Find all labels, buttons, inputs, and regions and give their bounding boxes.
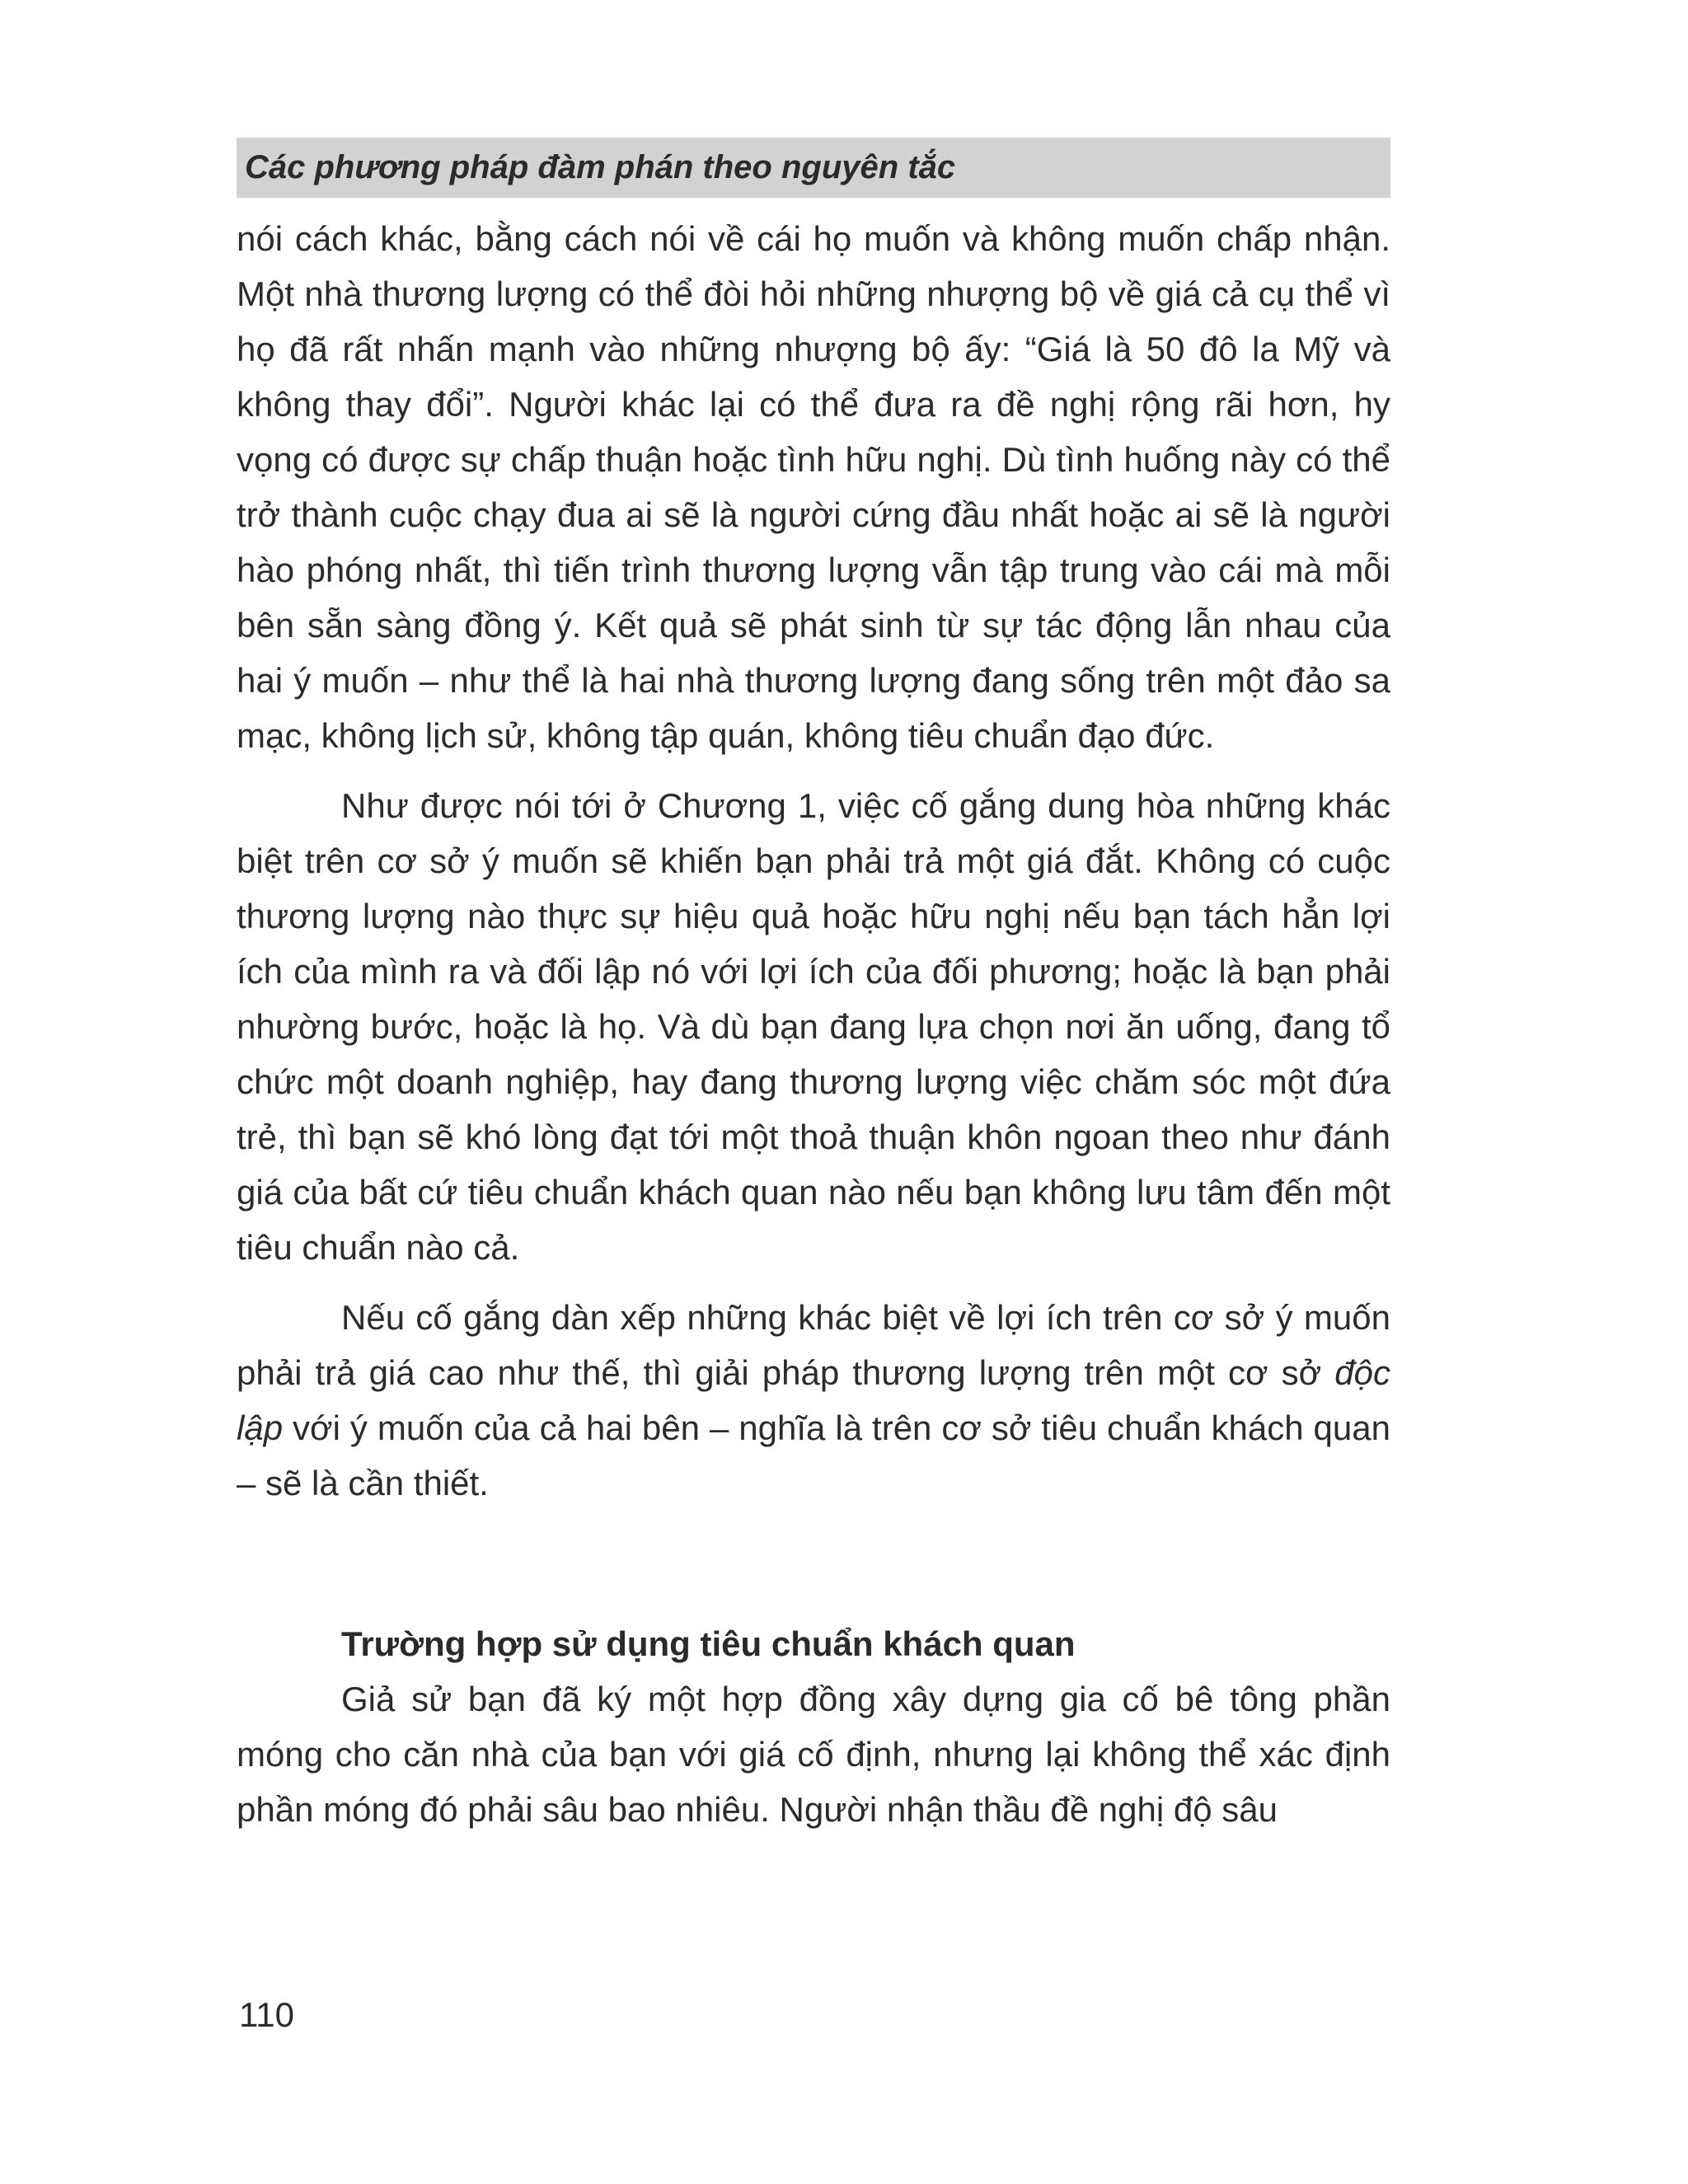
paragraph-text-part: với ý muốn của cả hai bên – nghĩa là trên cơ sở tiêu chuẩn khách quan – sẽ là cần thiết. — [237, 1408, 1390, 1502]
paragraph-example: Giả sử bạn đã ký một hợp đồng xây dựng gia cố bê tông phần móng cho căn nhà của bạn với giá cố định, nhưng lại không thể xác định phần móng đó phải sâu bao nhiêu. Người nhận thầu đề nghị độ sâu — [237, 1680, 1390, 1829]
emphasized-term: độc lập — [237, 1353, 1390, 1447]
paragraph-continued: nói cách khác, bằng cách nói về cái họ muốn và không muốn chấp nhận. Một nhà thương lượng có thể đòi hỏi những nhượng bộ về giá cả cụ thể vì họ đã rất nhấn mạnh vào những nhượng bộ ấy: “Giá là 50 đô la Mỹ và không thay đổi”. Người khác lại có thể đưa ra đề nghị rộng rãi hơn, hy vọng có được sự chấp thuận hoặc tình hữu nghị. Dù tình huống này có thể trở thành cuộc chạy đua ai sẽ là người cứng đầu nhất hoặc ai sẽ là người hào phóng nhất, thì tiến trình thương lượng vẫn tập trung vào cái mà mỗi bên sẵn sàng đồng ý. Kết quả sẽ phát sinh từ sự tác động lẫn nhau của hai ý muốn – như thể là hai nhà thương lượng đang sống trên một đảo sa mạc, không lịch sử, không tập quán, không tiêu chuẩn đạo đức. — [237, 219, 1390, 755]
paragraph-chapter-reference: Như được nói tới ở Chương 1, việc cố gắng dung hòa những khác biệt trên cơ sở ý muốn sẽ khiến bạn phải trả một giá đắt. Không có cuộc thương lượng nào thực sự hiệu quả hoặc hữu nghị nếu bạn tách hẳn lợi ích của mình ra và đối lập nó với lợi ích của đối phương; hoặc là bạn phải nhường bước, hoặc là họ. Và dù bạn đang lựa chọn nơi ăn uống, đang tổ chức một doanh nghiệp, hay đang thương lượng việc chăm sóc một đứa trẻ, thì bạn sẽ khó lòng đạt tới một thoả thuận khôn ngoan theo như đánh giá của bất cứ tiêu chuẩn khách quan nào nếu bạn không lưu tâm đến một tiêu chuẩn nào cả. — [237, 786, 1390, 1267]
running-header-title: Các phương pháp đàm phán theo nguyên tắc — [245, 149, 956, 185]
paragraph-text-part: Nếu cố gắng dàn xếp những khác biệt về lợi ích trên cơ sở ý muốn phải trả giá cao như thế, thì giải pháp thương lượng trên một cơ sở — [237, 1298, 1390, 1392]
running-header — [237, 138, 1390, 198]
section-heading: Trường hợp sử dụng tiêu chuẩn khách quan — [341, 1624, 1076, 1663]
body-text — [237, 211, 1390, 1837]
page-number: 110 — [239, 1995, 294, 2034]
paragraph-independent-basis — [237, 1290, 1390, 1511]
